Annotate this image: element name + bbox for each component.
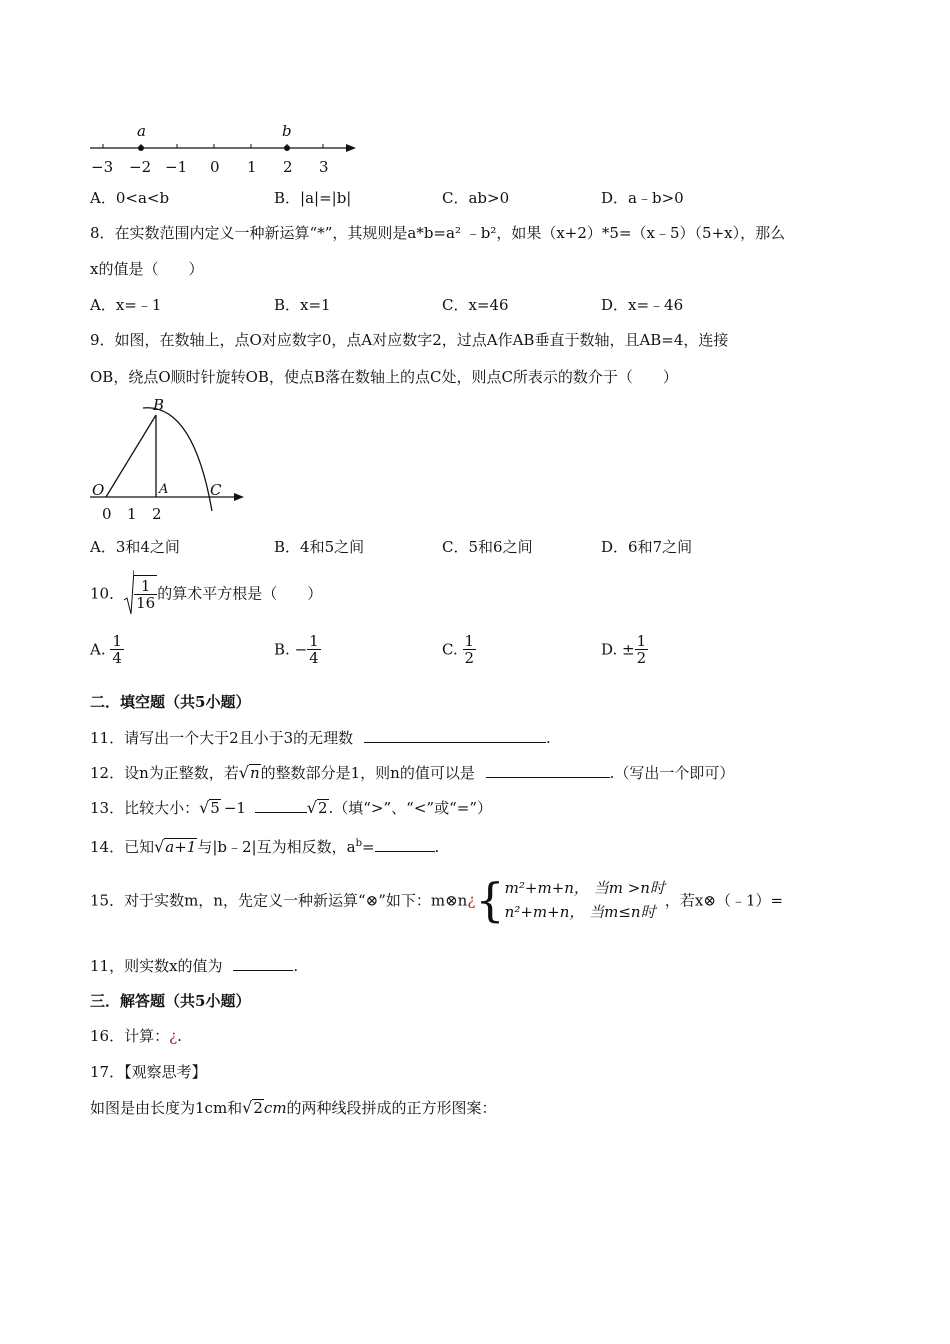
unit: cm bbox=[263, 1099, 287, 1117]
answer-blank[interactable] bbox=[233, 956, 293, 971]
question-text: x的值是（ ） bbox=[90, 260, 204, 278]
answer-blank[interactable] bbox=[375, 837, 435, 852]
option-label: D. bbox=[601, 640, 618, 659]
option-c bbox=[442, 633, 476, 666]
radicand: 5 bbox=[210, 799, 220, 817]
exponent: b bbox=[355, 838, 362, 849]
radical bbox=[124, 570, 157, 616]
question-text: 的算术平方根是（ ） bbox=[157, 584, 323, 603]
radicand: n bbox=[249, 764, 260, 782]
answer-blank[interactable] bbox=[255, 798, 307, 813]
question-number: 10． bbox=[90, 584, 125, 603]
tick-label: −3 bbox=[91, 158, 114, 176]
option-a: A．x=﹣1 bbox=[90, 296, 162, 314]
tick-label: 1 bbox=[247, 158, 257, 176]
point-label-a: a bbox=[137, 122, 146, 140]
option-label: B. bbox=[274, 640, 290, 659]
question-text: .（写出一个即可） bbox=[609, 764, 735, 782]
option-label: A. bbox=[90, 640, 106, 659]
question-text: 8．在实数范围内定义一种新运算“*”，其规则是a*b=a² ﹣b²，如果（x+2）*5=（x﹣5）（5+x），那么 bbox=[90, 224, 786, 242]
radicand: a+1 bbox=[165, 838, 197, 856]
rotation-figure bbox=[88, 395, 253, 525]
fraction-denominator: 2 bbox=[636, 649, 647, 667]
question-text: 9．如图，在数轴上，点O对应数字0，点A对应数字2，过点A作AB垂直于数轴，且AB=4，连接 bbox=[90, 331, 729, 349]
question-text: 16．计算： bbox=[90, 1027, 170, 1045]
fraction-denominator: 2 bbox=[464, 649, 475, 667]
question-text: 如图是由长度为1cm和 bbox=[90, 1099, 243, 1117]
point-label-c: C bbox=[210, 481, 222, 499]
tick-label: −1 bbox=[165, 158, 188, 176]
option-c: C．5和6之间 bbox=[442, 538, 533, 556]
radical-sign: √ bbox=[154, 837, 165, 856]
radical-sign: √ bbox=[199, 798, 210, 817]
tick-label: −2 bbox=[129, 158, 152, 176]
option-c: C．ab>0 bbox=[442, 189, 510, 207]
question-text: .（填“>”、“<”或“=”） bbox=[328, 799, 492, 817]
broken-glyph: ¿ bbox=[467, 891, 476, 909]
option-a: A．0<a<b bbox=[90, 189, 170, 207]
fraction-numerator: 1 bbox=[112, 632, 122, 650]
question-15-line2 bbox=[90, 956, 298, 976]
tick-label: 3 bbox=[319, 158, 329, 176]
question-10 bbox=[90, 570, 322, 616]
option-b bbox=[274, 633, 321, 666]
tick-label: 2 bbox=[152, 505, 162, 523]
fraction-numerator: 1 bbox=[309, 632, 319, 650]
question-15 bbox=[90, 873, 783, 927]
option-d bbox=[601, 633, 648, 666]
radical-sign: √ bbox=[238, 763, 249, 782]
radical-sign: √ bbox=[306, 798, 317, 817]
punct: . bbox=[293, 957, 299, 975]
fraction-denominator: 16 bbox=[136, 594, 156, 612]
option-c: C．x=46 bbox=[442, 296, 509, 314]
question-text: 11，则实数x的值为 bbox=[90, 957, 223, 975]
point-label-b: B bbox=[153, 396, 165, 414]
point-label-a: A bbox=[159, 482, 169, 497]
option-d: D．6和7之间 bbox=[601, 538, 693, 556]
option-a: A．3和4之间 bbox=[90, 538, 180, 556]
answer-blank[interactable] bbox=[486, 763, 610, 778]
question-text: 14．已知 bbox=[90, 838, 155, 856]
punct: . bbox=[545, 729, 551, 747]
punct: . bbox=[177, 1027, 182, 1045]
option-label: C. bbox=[442, 640, 458, 659]
answer-blank[interactable] bbox=[364, 728, 546, 743]
point-label-b: b bbox=[282, 122, 292, 140]
radical-sign: √ bbox=[242, 1098, 253, 1117]
broken-glyph: ¿ bbox=[169, 1027, 178, 1045]
question-text: 的两种线段拼成的正方形图案： bbox=[286, 1099, 497, 1117]
question-16 bbox=[90, 1026, 182, 1046]
question-text: 的整数部分是1，则n的值可以是 bbox=[260, 764, 475, 782]
option-a bbox=[90, 633, 124, 666]
question-14 bbox=[90, 834, 439, 857]
option-b: B．4和5之间 bbox=[274, 538, 365, 556]
question-text: 11．请写出一个大于2且小于3的无理数 bbox=[90, 729, 354, 747]
math-term: = bbox=[361, 838, 375, 856]
option-b: B．x=1 bbox=[274, 296, 331, 314]
option-b: B．|a|=|b| bbox=[274, 189, 352, 207]
piecewise-cases bbox=[505, 876, 665, 924]
question-12 bbox=[90, 763, 734, 783]
case-2: n²+m+n， 当m≤n时 bbox=[504, 903, 656, 921]
fraction-numerator: 1 bbox=[464, 632, 475, 650]
math-term: −1 bbox=[223, 799, 246, 817]
fraction-denominator: 4 bbox=[309, 649, 319, 667]
fraction-numerator: 1 bbox=[134, 578, 157, 595]
fraction-denominator: 4 bbox=[112, 649, 122, 667]
question-text: 12．设n为正整数，若 bbox=[90, 764, 239, 782]
question-text: 与|b﹣2|互为相反数，a bbox=[197, 838, 356, 856]
question-text: OB，绕点O顺时针旋转OB，使点B落在数轴上的点C处，则点C所表示的数介于（ ） bbox=[90, 368, 678, 386]
punct: . bbox=[434, 838, 440, 856]
section-heading: 二．填空题（共5小题） bbox=[90, 693, 251, 711]
question-13 bbox=[90, 798, 492, 818]
fraction-numerator: 1 bbox=[636, 632, 647, 650]
question-text: ，若x⊗（﹣1）= bbox=[664, 891, 784, 910]
question-11 bbox=[90, 728, 551, 748]
case-1: m²+m+n， 当m >n时 bbox=[504, 879, 665, 897]
question-17-title: 17．【观察思考】 bbox=[90, 1063, 207, 1081]
radicand: 2 bbox=[317, 799, 328, 817]
question-17-text bbox=[90, 1098, 497, 1118]
option-sign: − bbox=[294, 640, 308, 659]
question-text: 13．比较大小： bbox=[90, 799, 200, 817]
tick-label: 0 bbox=[210, 158, 220, 176]
section-heading: 三．解答题（共5小题） bbox=[90, 992, 251, 1010]
point-label-o: O bbox=[92, 481, 105, 499]
tick-label: 0 bbox=[102, 505, 112, 523]
option-sign: ± bbox=[622, 640, 635, 659]
tick-label: 1 bbox=[127, 505, 137, 523]
radicand: 2 bbox=[253, 1099, 263, 1117]
option-d: D．a﹣b>0 bbox=[601, 189, 684, 207]
left-brace: { bbox=[475, 873, 505, 927]
tick-label: 2 bbox=[283, 158, 293, 176]
question-text: 15．对于实数m，n，先定义一种新运算“⊗”如下：m⊗n bbox=[90, 891, 468, 910]
option-d: D．x=﹣46 bbox=[601, 296, 684, 314]
